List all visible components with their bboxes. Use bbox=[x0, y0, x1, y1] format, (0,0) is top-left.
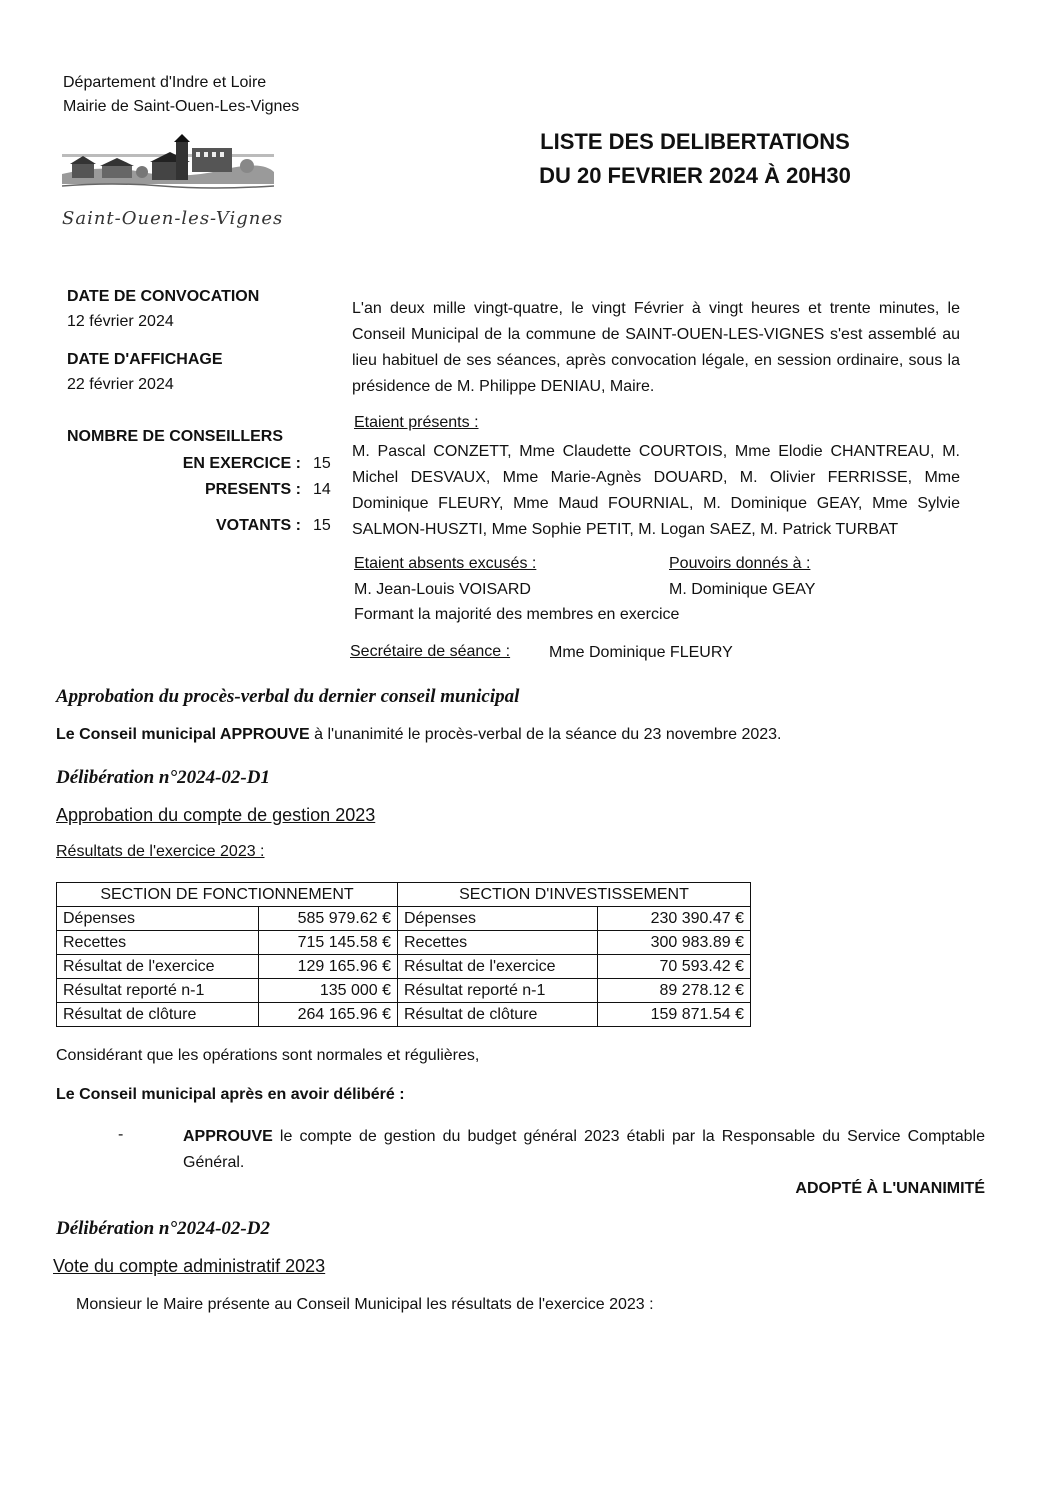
bullet-dash: - bbox=[118, 1126, 124, 1143]
fonctionnement-header: SECTION DE FONCTIONNEMENT bbox=[57, 883, 398, 907]
row-label: Résultat de clôture bbox=[398, 1003, 598, 1027]
d1-heading: Délibération n°2024-02-D1 bbox=[56, 767, 270, 788]
results-table bbox=[56, 882, 751, 1027]
row-label: Dépenses bbox=[398, 907, 598, 931]
row-value: 264 165.96 € bbox=[258, 1003, 397, 1027]
d1-results-label: Résultats de l'exercice 2023 : bbox=[56, 843, 265, 860]
title-line-2: DU 20 FEVRIER 2024 À 20H30 bbox=[539, 163, 851, 188]
exercice-value: 15 bbox=[313, 455, 331, 472]
majorite-text: Formant la majorité des membres en exercice bbox=[354, 606, 680, 623]
row-value: 135 000 € bbox=[258, 979, 397, 1003]
conseillers-label: NOMBRE DE CONSEILLERS bbox=[67, 428, 284, 445]
row-value: 129 165.96 € bbox=[258, 955, 397, 979]
d2-heading: Délibération n°2024-02-D2 bbox=[56, 1218, 270, 1239]
d2-subheading: Vote du compte administratif 2023 bbox=[53, 1256, 326, 1276]
approuve-rest: le compte de gestion du budget général 2023 établi par la Responsable du Service Comptable Général. bbox=[183, 1128, 985, 1171]
table-row bbox=[57, 931, 751, 955]
page-title bbox=[505, 125, 885, 193]
row-value: 300 983.89 € bbox=[597, 931, 750, 955]
row-label: Recettes bbox=[57, 931, 259, 955]
table-row bbox=[57, 955, 751, 979]
row-label: Résultat reporté n-1 bbox=[57, 979, 259, 1003]
d1-subheading: Approbation du compte de gestion 2023 bbox=[56, 805, 376, 825]
pv-text-rest: à l'unanimité le procès-verbal de la séance du 23 novembre 2023. bbox=[309, 726, 782, 743]
row-value: 159 871.54 € bbox=[597, 1003, 750, 1027]
d2-text: Monsieur le Maire présente au Conseil Municipal les résultats de l'exercice 2023 : bbox=[76, 1296, 654, 1313]
departement-line: Département d'Indre et Loire bbox=[63, 74, 267, 91]
village-illustration-icon bbox=[62, 134, 274, 194]
row-label: Résultat reporté n-1 bbox=[398, 979, 598, 1003]
delibere-text: Le Conseil municipal après en avoir délibéré : bbox=[56, 1086, 405, 1103]
considerant-text: Considérant que les opérations sont normales et régulières, bbox=[56, 1047, 480, 1064]
row-label: Recettes bbox=[398, 931, 598, 955]
approuve-text bbox=[183, 1124, 985, 1176]
exercice-label: EN EXERCICE : bbox=[182, 455, 301, 472]
mairie-line: Mairie de Saint-Ouen-Les-Vignes bbox=[63, 98, 300, 115]
row-label: Résultat de l'exercice bbox=[398, 955, 598, 979]
convocation-value: 12 février 2024 bbox=[67, 313, 174, 330]
approuve-bold: APPROUVE bbox=[183, 1128, 273, 1145]
convocation-label: DATE DE CONVOCATION bbox=[67, 288, 260, 305]
pv-text-bold: Le Conseil municipal APPROUVE bbox=[56, 726, 310, 743]
presents-count-value: 14 bbox=[313, 481, 331, 498]
results-table-wrapper bbox=[56, 882, 751, 1027]
pv-heading: Approbation du procès-verbal du dernier conseil municipal bbox=[56, 686, 520, 707]
pv-text bbox=[56, 726, 781, 744]
table-row bbox=[57, 907, 751, 931]
absents-heading: Etaient absents excusés : bbox=[354, 555, 537, 572]
intro-paragraph: L'an deux mille vingt-quatre, le vingt Février à vingt heures et trente minutes, le Conseil Municipal de la commune de SAINT-OUEN-LES-VIGNES s'est assemblé au lieu habituel de ses séances, après convocation légale, en session ordinaire, sous la présidence de M. Philippe DENIAU, Maire. bbox=[352, 300, 960, 395]
logo-script-text: Saint-Ouen-les-Vignes bbox=[62, 208, 284, 229]
adopte-text: ADOPTÉ À L'UNANIMITÉ bbox=[795, 1180, 985, 1197]
table-row bbox=[57, 1003, 751, 1027]
title-line-1: LISTE DES DELIBERTATIONS bbox=[540, 129, 850, 154]
votants-label: VOTANTS : bbox=[215, 517, 301, 534]
row-value: 230 390.47 € bbox=[597, 907, 750, 931]
secretaire-label: Secrétaire de séance : bbox=[350, 643, 511, 660]
village-logo bbox=[62, 134, 274, 194]
pouvoir-name: M. Dominique GEAY bbox=[669, 581, 816, 598]
votants-value: 15 bbox=[313, 517, 331, 534]
secretaire-name: Mme Dominique FLEURY bbox=[549, 644, 733, 661]
table-header-row bbox=[57, 883, 751, 907]
row-label: Résultat de l'exercice bbox=[57, 955, 259, 979]
row-value: 715 145.58 € bbox=[258, 931, 397, 955]
row-value: 585 979.62 € bbox=[258, 907, 397, 931]
affichage-label: DATE D'AFFICHAGE bbox=[67, 351, 223, 368]
affichage-value: 22 février 2024 bbox=[67, 376, 174, 393]
presents-count-label: PRESENTS : bbox=[204, 481, 301, 498]
table-row bbox=[57, 979, 751, 1003]
investissement-header: SECTION D'INVESTISSEMENT bbox=[398, 883, 751, 907]
row-label: Dépenses bbox=[57, 907, 259, 931]
presents-list: M. Pascal CONZETT, Mme Claudette COURTOIS, Mme Elodie CHANTREAU, M. Michel DESVAUX, Mme Marie-Agnès DOUARD, M. Olivier FERRISSE, Mme Dominique FLEURY, Mme Maud FOURNIAL, M. Dominique GEAY, Mme Sylvie SALMON-HUSZTI, Mme Sophie PETIT, M. Logan SAEZ, M. Patrick TURBAT bbox=[352, 443, 960, 538]
pouvoirs-heading: Pouvoirs donnés à : bbox=[669, 555, 811, 572]
row-value: 89 278.12 € bbox=[597, 979, 750, 1003]
row-label: Résultat de clôture bbox=[57, 1003, 259, 1027]
absent-name: M. Jean-Louis VOISARD bbox=[354, 581, 531, 598]
presents-heading: Etaient présents : bbox=[354, 414, 479, 431]
row-value: 70 593.42 € bbox=[597, 955, 750, 979]
